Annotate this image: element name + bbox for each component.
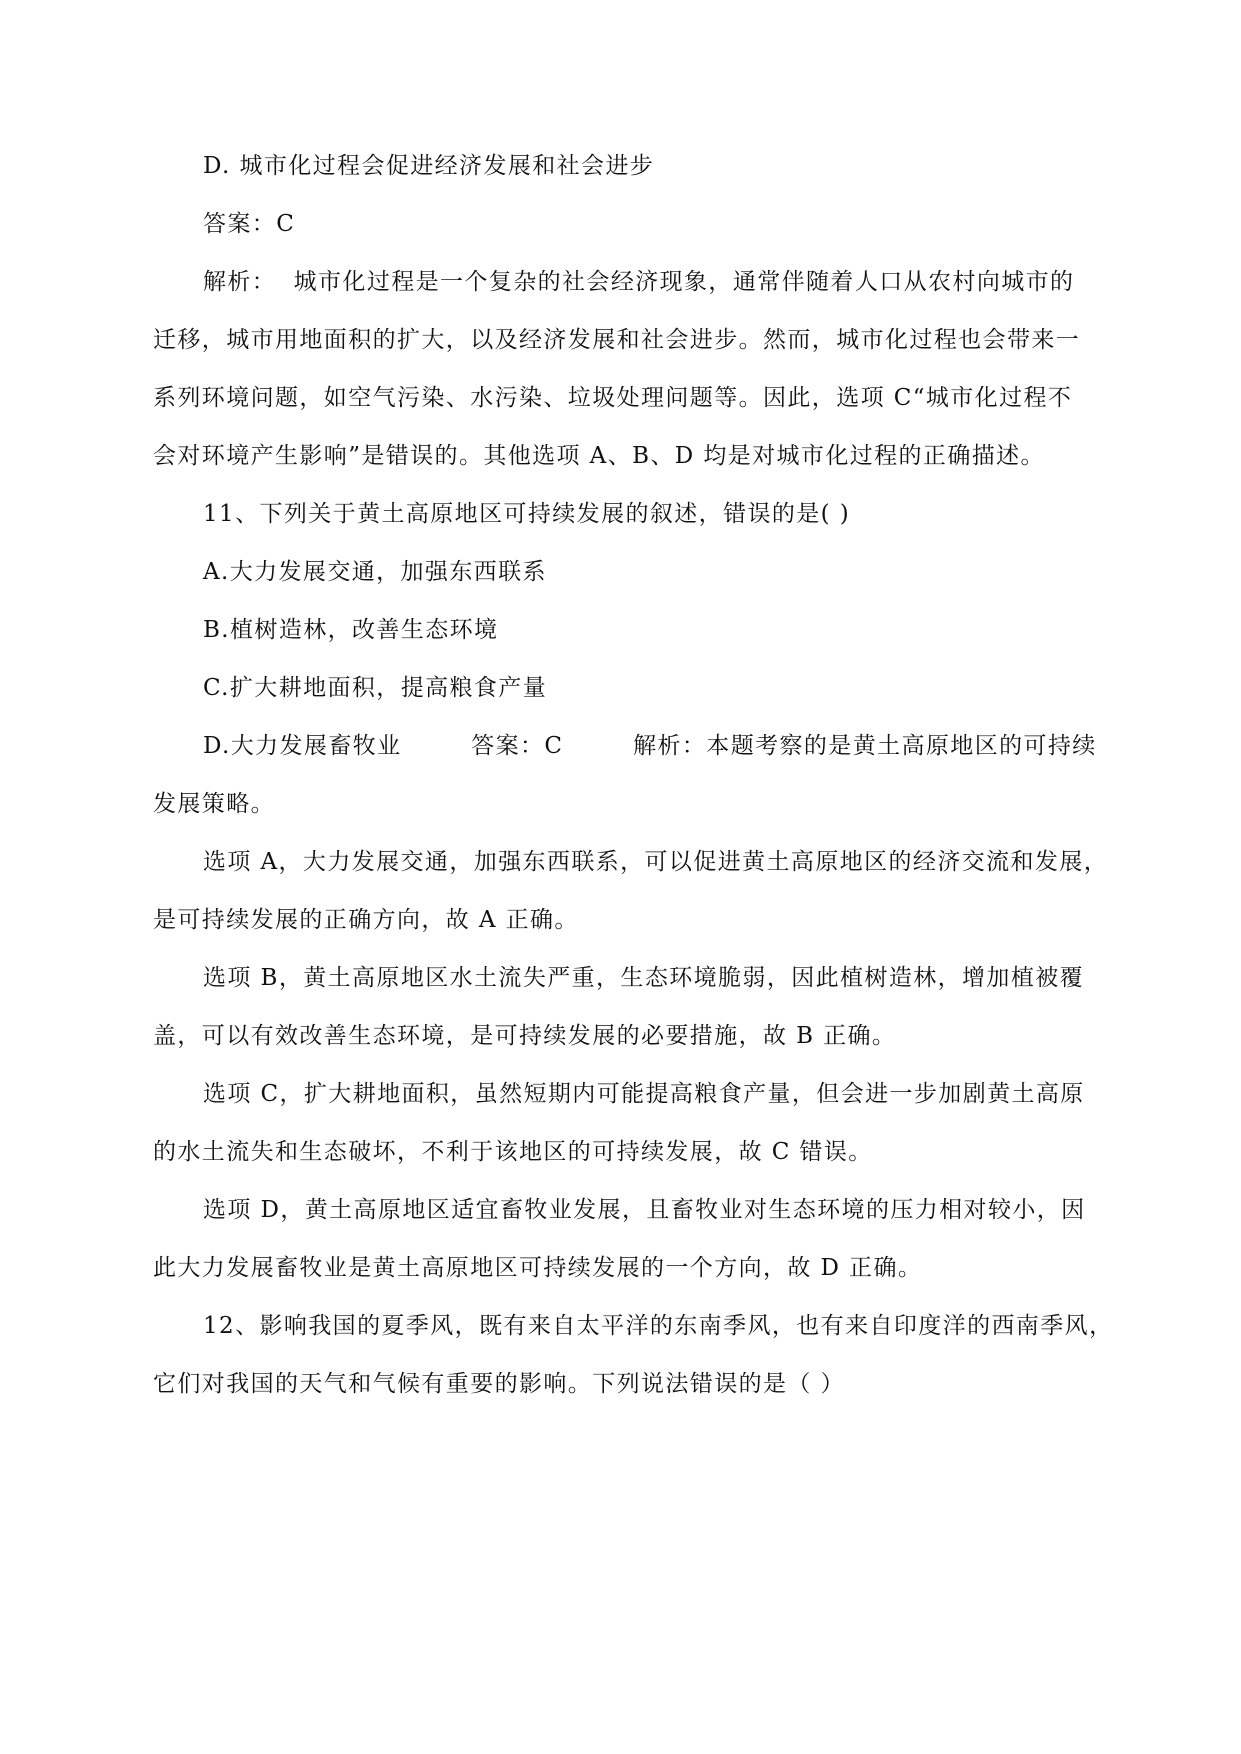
q11-option-b: B.植树造林，改善生态环境 (203, 617, 499, 643)
question-12-line2: 它们对我国的天气和气候有重要的影响。下列说法错误的是（ ） (153, 1371, 845, 1397)
q11-analysis-c-line2: 的水土流失和生态破坏，不利于该地区的可持续发展，故 C 错误。 (153, 1139, 873, 1165)
analysis-q10-line4: 会对环境产生影响”是错误的。其他选项 A、B、D 均是对城市化过程的正确描述。 (153, 443, 1045, 469)
q11-option-d-answer: D.大力发展畜牧业 答案：C 解析：本题考察的是黄土高原地区的可持续 (203, 733, 1097, 759)
q11-analysis-d-line1: 选项 D，黄土高原地区适宜畜牧业发展，且畜牧业对生态环境的压力相对较小，因 (203, 1197, 1086, 1223)
q11-option-a: A.大力发展交通，加强东西联系 (203, 559, 547, 585)
q11-analysis-b-line1: 选项 B，黄土高原地区水土流失严重，生态环境脆弱，因此植树造林，增加植被覆 (203, 965, 1085, 991)
question-12-line1: 12、影响我国的夏季风，既有来自太平洋的东南季风，也有来自印度洋的西南季风， (203, 1313, 1114, 1339)
q11-analysis-b-line2: 盖，可以有效改善生态环境，是可持续发展的必要措施，故 B 正确。 (153, 1023, 897, 1049)
option-d-urbanization: D. 城市化过程会促进经济发展和社会进步 (203, 153, 655, 179)
q11-analysis-d-line2: 此大力发展畜牧业是黄土高原地区可持续发展的一个方向，故 D 正确。 (153, 1255, 923, 1281)
analysis-q10-line3: 系列环境问题，如空气污染、水污染、垃圾处理问题等。因此，选项 C“城市化过程不 (153, 385, 1073, 411)
q11-option-c: C.扩大耕地面积，提高粮食产量 (203, 675, 548, 701)
question-11: 11、下列关于黄土高原地区可持续发展的叙述，错误的是( ) (203, 501, 851, 527)
analysis-q10-line2: 迁移，城市用地面积的扩大，以及经济发展和社会进步。然而，城市化过程也会带来一 (153, 327, 1081, 353)
q11-analysis-a-line2: 是可持续发展的正确方向，故 A 正确。 (153, 907, 579, 933)
q11-analysis-cont: 发展策略。 (153, 791, 275, 817)
answer-q10: 答案：C (203, 211, 296, 237)
q11-analysis-a-line1: 选项 A，大力发展交通，加强东西联系，可以促进黄土高原地区的经济交流和发展， (203, 849, 1109, 875)
q11-analysis-c-line1: 选项 C，扩大耕地面积，虽然短期内可能提高粮食产量，但会进一步加剧黄土高原 (203, 1081, 1085, 1107)
analysis-q10-line1: 解析： 城市化过程是一个复杂的社会经济现象，通常伴随着人口从农村向城市的 (203, 269, 1075, 295)
